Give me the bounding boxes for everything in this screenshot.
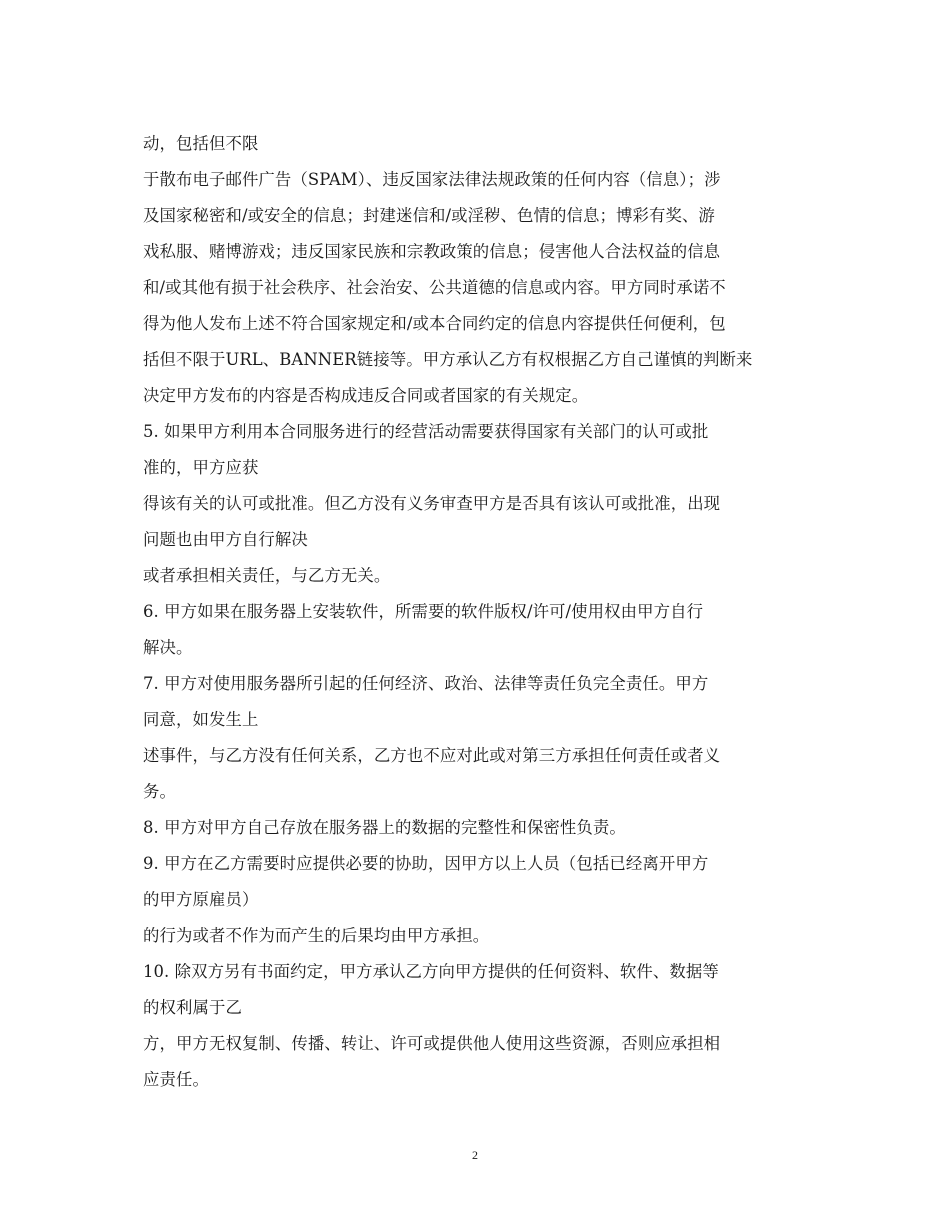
text-line: 括但不限于URL、BANNER链接等。甲方承认乙方有权根据乙方自己谨慎的判断来 <box>143 350 753 369</box>
text-line: 解决。 <box>143 638 193 657</box>
clause-6-line: 6. 甲方如果在服务器上安装软件，所需要的软件版权/许可/使用权由甲方自行 <box>143 602 704 621</box>
text-line: 得为他人发布上述不符合国家规定和/或本合同约定的信息内容提供任何便利，包 <box>143 314 726 333</box>
text-line: 务。 <box>143 782 176 801</box>
text-line: 戏私服、赌博游戏；违反国家民族和宗教政策的信息；侵害他人合法权益的信息 <box>143 242 721 261</box>
text-line: 问题也由甲方自行解决 <box>143 530 308 549</box>
page-number: 2 <box>472 1148 478 1162</box>
text-line: 和/或其他有损于社会秩序、社会治安、公共道德的信息或内容。甲方同时承诺不 <box>143 278 726 297</box>
text-line: 述事件，与乙方没有任何关系，乙方也不应对此或对第三方承担任何责任或者义 <box>143 746 721 765</box>
text-line: 的权利属于乙 <box>143 998 242 1017</box>
document-body <box>143 126 808 1098</box>
text-line: 得该有关的认可或批准。但乙方没有义务审查甲方是否具有该认可或批准，出现 <box>143 494 721 513</box>
text-line: 方，甲方无权复制、传播、转让、许可或提供他人使用这些资源，否则应承担相 <box>143 1034 721 1053</box>
text-line: 或者承担相关责任，与乙方无关。 <box>143 566 391 585</box>
text-line: 的行为或者不作为而产生的后果均由甲方承担。 <box>143 926 490 945</box>
clause-8-line: 8. 甲方对甲方自己存放在服务器上的数据的完整性和保密性负责。 <box>143 818 626 837</box>
text-line: 准的，甲方应获 <box>143 458 259 477</box>
text-line: 同意，如发生上 <box>143 710 259 729</box>
text-line: 应责任。 <box>143 1070 209 1089</box>
text-line: 决定甲方发布的内容是否构成违反合同或者国家的有关规定。 <box>143 386 589 405</box>
clause-10-line: 10. 除双方另有书面约定，甲方承认乙方向甲方提供的任何资料、软件、数据等 <box>143 962 719 981</box>
text-line: 及国家秘密和/或安全的信息；封建迷信和/或淫秽、色情的信息；博彩有奖、游 <box>143 206 715 225</box>
text-line: 动，包括但不限 <box>143 134 259 153</box>
clause-9-line: 9. 甲方在乙方需要时应提供必要的协助，因甲方以上人员（包括已经离开甲方 <box>143 854 709 873</box>
clause-5-line: 5. 如果甲方利用本合同服务进行的经营活动需要获得国家有关部门的认可或批 <box>143 422 709 441</box>
text-line: 的甲方原雇员） <box>143 890 259 909</box>
text-line: 于散布电子邮件广告（SPAM）、违反国家法律法规政策的任何内容（信息）；涉 <box>143 170 721 189</box>
clause-7-line: 7. 甲方对使用服务器所引起的任何经济、政治、法律等责任负完全责任。甲方 <box>143 674 709 693</box>
